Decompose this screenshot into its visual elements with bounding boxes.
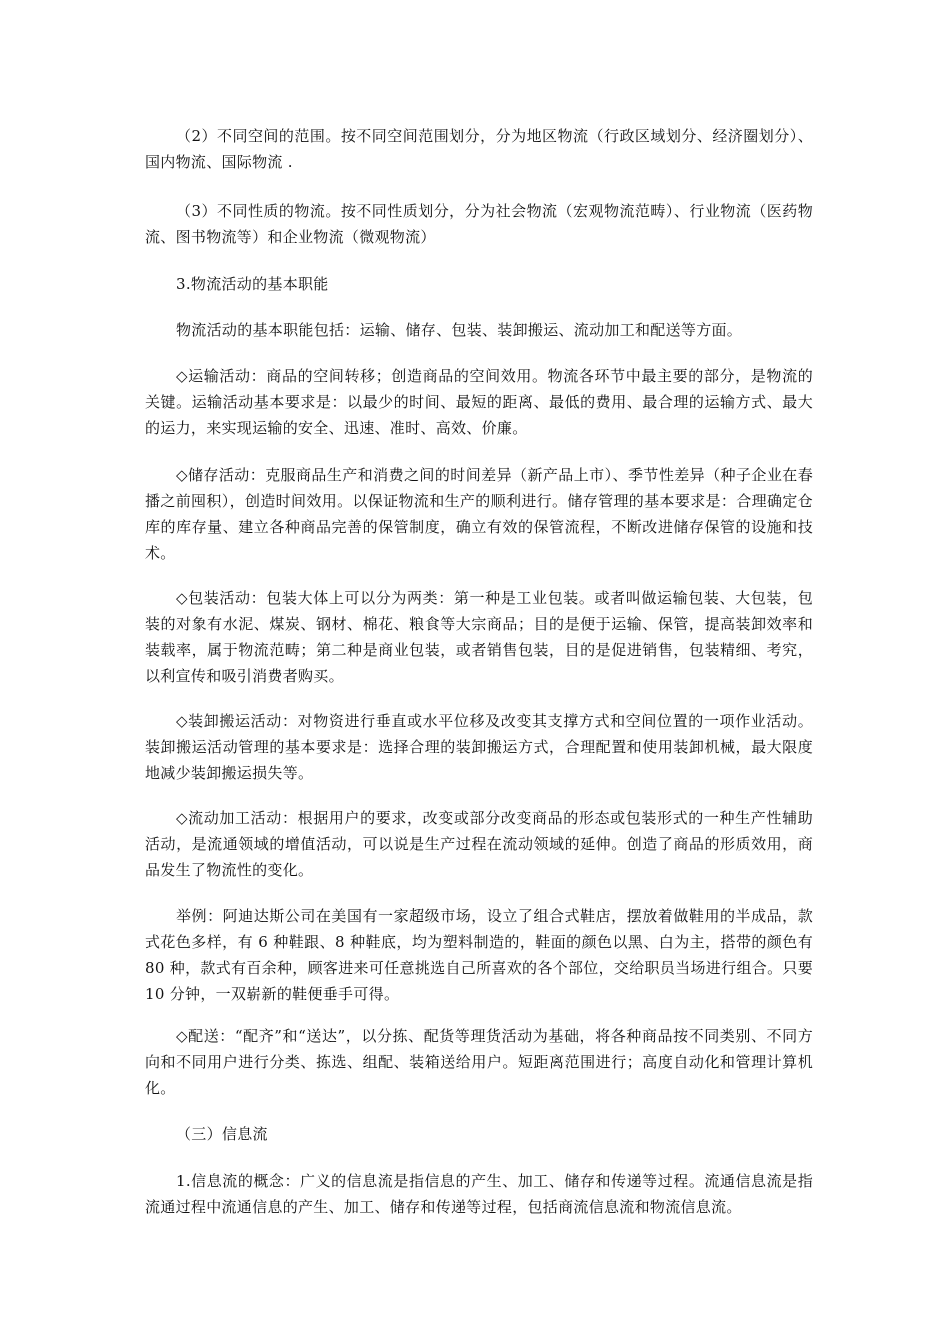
paragraph-information-flow-concept: 1.信息流的概念：广义的信息流是指信息的产生、加工、储存和传递等过程。流通信息流是指流通过程中流通信息的产生、加工、储存和传递等过程，包括商流信息流和物流信息流。 <box>145 1172 813 1216</box>
paragraph-functions-overview: 物流活动的基本职能包括：运输、储存、包装、装卸搬运、流动加工和配送等方面。 <box>176 321 743 339</box>
paragraph-packaging: ◇包装活动：包装大体上可以分为两类：第一种是工业包装。或者叫做运输包装、大包装，包装的对象有水泥、煤炭、钢材、棉花、粮食等大宗商品；目的是便于运输、保管，提高装卸效率和装载率，属于物流范畴；第二种是商业包装，或者销售包装，目的是促进销售，包装精细、考究，以利宣传和吸引消费者购买。 <box>145 589 813 685</box>
section-heading-information-flow: （三）信息流 <box>176 1125 268 1143</box>
paragraph-transport: ◇运输活动：商品的空间转移；创造商品的空间效用。物流各环节中最主要的部分，是物流的关键。运输活动基本要求是：以最少的时间、最短的距离、最低的费用、最合理的运输方式、最大的运力，来实现运输的安全、迅速、准时、高效、价廉。 <box>145 367 813 437</box>
paragraph-space-scope: （2）不同空间的范围。按不同空间范围划分，分为地区物流（行政区域划分、经济圈划分）、国内物流、国际物流 . <box>145 127 813 171</box>
paragraph-example: 举例：阿迪达斯公司在美国有一家超级市场，设立了组合式鞋店，摆放着做鞋用的半成品，款式花色多样，有 6 种鞋跟、8 种鞋底，均为塑料制造的，鞋面的颜色以黑、白为主，搭带的颜色有 80 种，款式有百余种，顾客进来可任意挑选自己所喜欢的各个部位，交给职员当场进行组合。只要 10 分钟，一双崭新的鞋便垂手可得。 <box>145 907 813 1003</box>
paragraph-handling: ◇装卸搬运活动：对物资进行垂直或水平位移及改变其支撑方式和空间位置的一项作业活动。装卸搬运活动管理的基本要求是：选择合理的装卸搬运方式，合理配置和使用装卸机械，最大限度地减少装卸搬运损失等。 <box>145 712 813 782</box>
section-heading-logistics-functions: 3.物流活动的基本职能 <box>176 275 329 293</box>
paragraph-storage: ◇储存活动：克服商品生产和消费之间的时间差异（新产品上市）、季节性差异（种子企业在春播之前囤积），创造时间效用。以保证物流和生产的顺利进行。储存管理的基本要求是：合理确定仓库的库存量、建立各种商品完善的保管制度，确立有效的保管流程，不断改进储存保管的设施和技术。 <box>145 466 813 562</box>
paragraph-processing: ◇流动加工活动：根据用户的要求，改变或部分改变商品的形态或包装形式的一种生产性辅助活动，是流通领域的增值活动，可以说是生产过程在流动领域的延伸。创造了商品的形质效用，商品发生了物流性的变化。 <box>145 809 813 879</box>
paragraph-nature-scope: （3）不同性质的物流。按不同性质划分，分为社会物流（宏观物流范畴）、行业物流（医药物流、图书物流等）和企业物流（微观物流） <box>145 202 813 246</box>
paragraph-distribution: ◇配送：“配齐”和“送达”，以分拣、配货等理货活动为基础，将各种商品按不同类别、不同方向和不同用户进行分类、拣选、组配、装箱送给用户。短距离范围进行；高度自动化和管理计算机化。 <box>145 1027 813 1097</box>
